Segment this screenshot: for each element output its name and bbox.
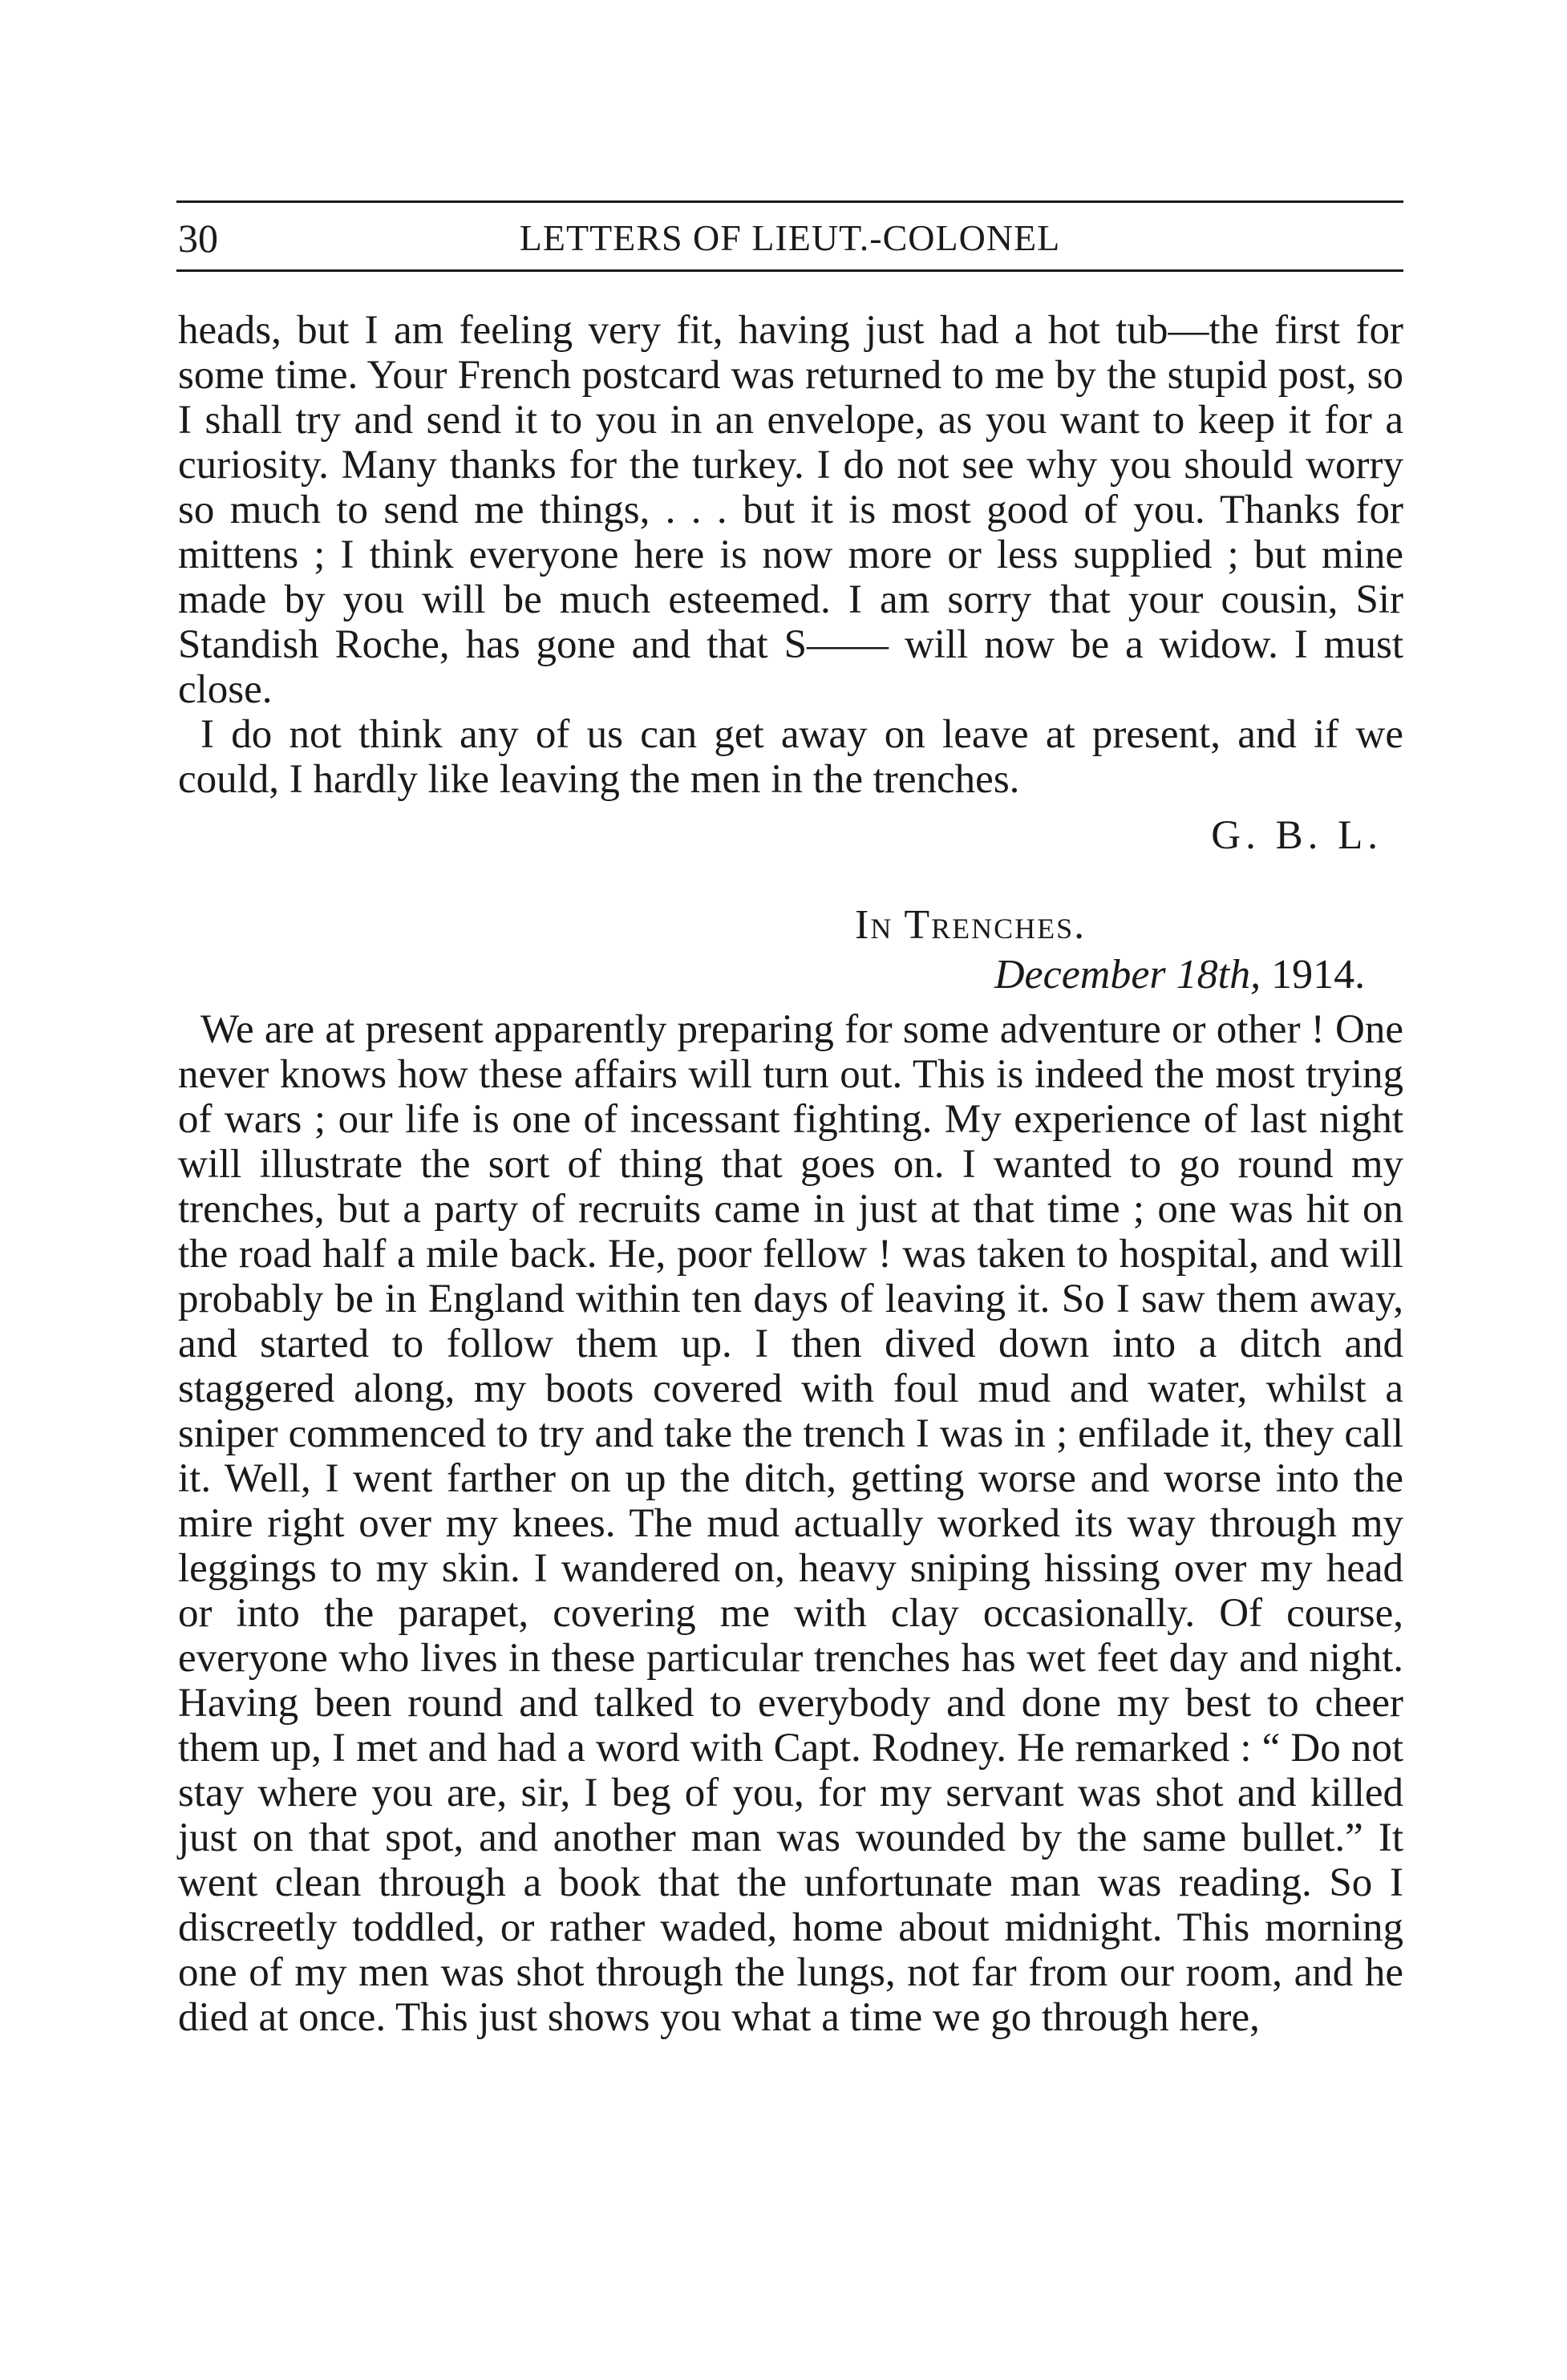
letter-one-paragraph-2: I do not think any of us can get away on leave at present, and if we could, I hardly like leaving the men in the trenches.: [178, 712, 1403, 802]
page-number: 30: [178, 216, 218, 261]
letter-two-date-year: 1914.: [1271, 952, 1366, 998]
letter-two-location: In Trenches.: [855, 902, 1087, 948]
header-rule-top: [176, 200, 1403, 203]
letter-two-body: [178, 1007, 1403, 2040]
letter-two-date: [994, 951, 1365, 999]
letter-one-paragraph-1: heads, but I am feeling very fit, having just had a hot tub—the first for some time. Your French postcard was returned to me by the stupid post, so I shall try and send it to you in an envelope, as you want to keep it for a curiosity. Many thanks for the turkey. I do not see why you should worry so much to send me things, . . . but it is most good of you. Thanks for mittens ; I think everyone here is now more or less supplied ; but mine made by you will be much esteemed. I am sorry that your cousin, Sir Standish Roche, has gone and that S—— will now be a widow. I must close.: [178, 308, 1403, 712]
running-title: LETTERS OF LIEUT.-COLONEL: [519, 217, 1061, 258]
letter-two-date-month: December 18th,: [994, 952, 1261, 998]
letter-one-signature: G. B. L.: [1211, 813, 1383, 858]
header-rule-bottom: [176, 269, 1403, 272]
letter-two-paragraph-1: We are at present apparently preparing for some adventure or other ! One never knows how these affairs will turn out. This is indeed the most trying of wars ; our life is one of incessant fighting. My experience of last night will illustrate the sort of thing that goes on. I wanted to go round my trenches, but a party of recruits came in just at that time ; one was hit on the road half a mile back. He, poor fellow ! was taken to hospital, and will probably be in England within ten days of leaving it. So I saw them away, and started to follow them up. I then dived down into a ditch and staggered along, my boots covered with foul mud and water, whilst a sniper commenced to try and take the trench I was in ; enfilade it, they call it. Well, I went farther on up the ditch, getting worse and worse into the mire right over my knees. The mud actually worked its way through my leggings to my skin. I wandered on, heavy sniping hissing over my head or into the parapet, covering me with clay occasionally. Of course, everyone who lives in these particular trenches has wet feet day and night. Having been round and talked to everybody and done my best to cheer them up, I met and had a word with Capt. Rodney. He remarked : “ Do not stay where you are, sir, I beg of you, for my servant was shot and killed just on that spot, and another man was wounded by the same bullet.” It went clean through a book that the unfortunate man was reading. So I discreetly toddled, or rather waded, home about midnight. This morning one of my men was shot through the lungs, not far from our room, and he died at once. This just shows you what a time we go through here,: [178, 1007, 1403, 2040]
letter-one-body: [178, 308, 1403, 802]
